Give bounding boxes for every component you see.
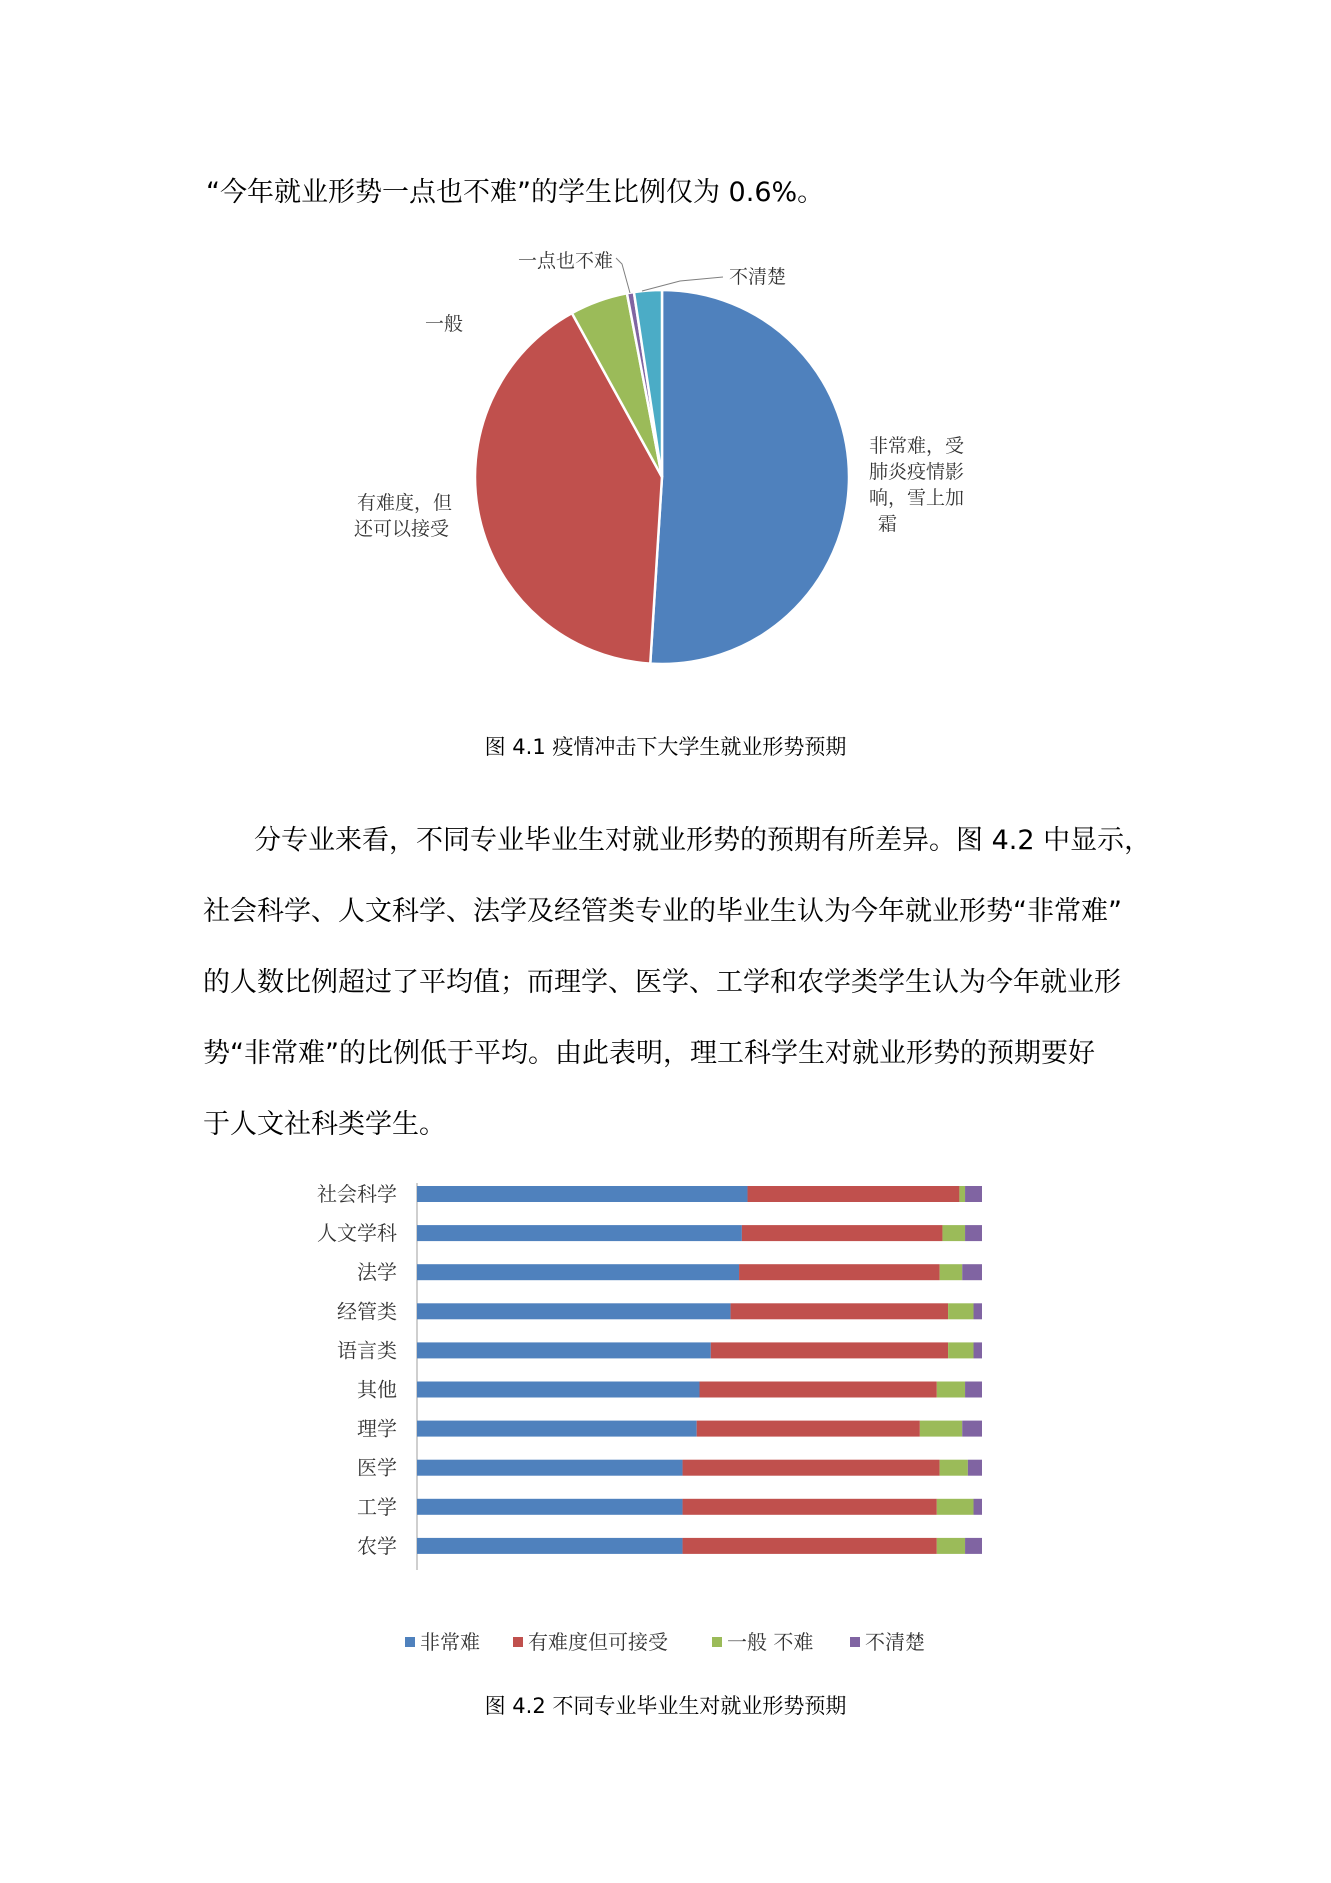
pie-label-average: 一般 [425,313,464,335]
paragraph-line: 的人数比例超过了平均值；而理学、医学、工学和农学类学生认为今年就业形 [203,967,1121,998]
bar-segment-1 [417,1421,697,1437]
paragraph-line: 于人文社科类学生。 [203,1109,446,1140]
bar-category-label: 经管类 [337,1299,397,1324]
bar-segment-2 [731,1303,949,1319]
bar-category-label: 农学 [357,1533,397,1558]
pie-label-very-hard-line1: 非常难，受 [869,435,965,457]
bar-category-label: 语言类 [337,1338,397,1363]
bar-category-label: 其他 [357,1377,397,1402]
pie-label-unclear: 不清楚 [729,266,787,288]
paragraph-line: 社会科学、人文科学、法学及经管类专业的毕业生认为今年就业形势“非常难” [203,896,1122,927]
bar-segment-3 [942,1225,965,1241]
bar-segment-4 [962,1264,982,1280]
paragraph-line: 分专业来看，不同专业毕业生对就业形势的预期有所差异。图 4.2 中显示， [254,825,1152,856]
bar-segment-1 [417,1186,748,1202]
bar-segment-3 [948,1303,973,1319]
bar-segment-4 [974,1303,982,1319]
bar-segment-3 [940,1264,963,1280]
bar-segment-2 [683,1460,940,1476]
legend-swatch [513,1637,523,1647]
pie-label-some-difficulty-line1: 有难度，但 [357,492,453,514]
bar-segment-3 [937,1538,965,1554]
bar-segment-1 [417,1225,742,1241]
bar-segment-4 [965,1538,982,1554]
bar-segment-2 [711,1342,948,1358]
bar-segment-1 [417,1264,739,1280]
legend-label: 有难度但可接受 [528,1630,668,1654]
bar-segment-1 [417,1342,711,1358]
legend-swatch [850,1637,860,1647]
bar-segment-1 [417,1303,731,1319]
bar-segment-4 [965,1382,982,1398]
bar-segment-1 [417,1460,683,1476]
bar-segment-3 [948,1342,973,1358]
leader-line-unclear [642,277,723,291]
bar-segment-4 [974,1342,982,1358]
legend-label: 非常难 [420,1630,480,1654]
figure-4-1-caption: 图 4.1 疫情冲击下大学生就业形势预期 [484,735,847,759]
pie-label-some-difficulty-line2: 还可以接受 [354,518,450,540]
bar-segment-3 [920,1421,962,1437]
bar-segment-2 [742,1225,943,1241]
bar-segment-4 [968,1460,982,1476]
bar-segment-1 [417,1499,683,1515]
pie-label-not-hard: 一点也不难 [518,250,614,272]
bar-segment-3 [937,1499,974,1515]
leader-line-not-hard [616,258,630,293]
bar-category-label: 工学 [357,1494,397,1519]
bar-segment-3 [959,1186,965,1202]
bar-segment-4 [965,1225,982,1241]
pie-slice-very-hard [650,290,849,664]
bar-segment-1 [417,1382,700,1398]
bar-segment-4 [974,1499,982,1515]
pie-label-very-hard-line3: 响，雪上加 [869,487,965,509]
bar-category-label: 理学 [357,1416,397,1441]
pie-label-very-hard-line2: 肺炎疫情影 [869,461,965,483]
bar-segment-4 [965,1186,982,1202]
bar-category-label: 人文学科 [317,1221,397,1246]
figure-4-2-caption: 图 4.2 不同专业毕业生对就业形势预期 [484,1694,847,1718]
pie-label-very-hard-line4: 霜 [878,513,898,535]
bar-segment-2 [683,1538,937,1554]
intro-line: “今年就业形势一点也不难”的学生比例仅为 0.6%。 [206,177,825,208]
bar-segment-2 [739,1264,940,1280]
bar-segment-4 [962,1421,982,1437]
paragraph-line: 势“非常难”的比例低于平均。由此表明，理工科学生对就业形势的预期要好 [203,1038,1095,1069]
legend-label: 一般 不难 [727,1630,814,1654]
bar-category-label: 社会科学 [317,1182,397,1206]
legend-swatch [405,1637,415,1647]
bar-segment-2 [697,1421,920,1437]
bar-segment-2 [700,1382,937,1398]
bar-segment-3 [940,1460,968,1476]
bar-segment-1 [417,1538,683,1554]
bar-segment-2 [683,1499,937,1515]
bar-segment-3 [937,1382,965,1398]
legend-label: 不清楚 [865,1630,925,1654]
bar-category-label: 法学 [357,1260,397,1285]
legend-swatch [712,1637,722,1647]
bar-category-label: 医学 [357,1455,397,1480]
bar-segment-2 [748,1186,960,1202]
pie-chart [0,0,1331,700]
